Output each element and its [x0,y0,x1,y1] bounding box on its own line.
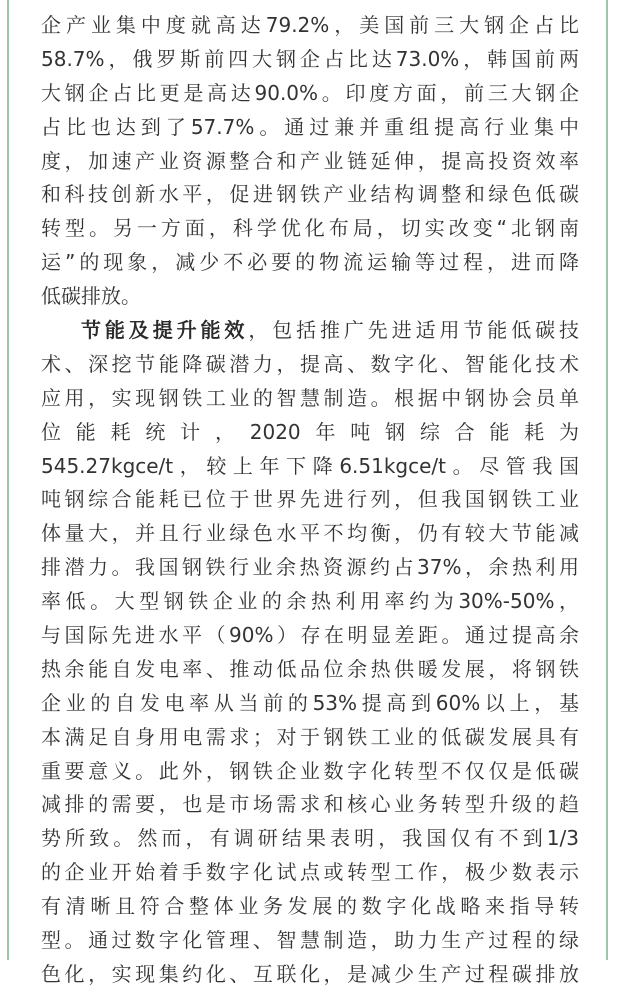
text-line: 应用，实现钢铁工业的智慧制造。根据中钢协会员单 [41,385,579,410]
text-line: 有清晰且符合整体业务发展的数字化战略来指导转 [41,894,579,919]
bold-heading: 节能及提升能效 [81,318,249,343]
right-border-line [606,0,608,960]
text-line: 度，加速产业资源整合和产业链延伸，提高投资效率 [41,148,579,173]
text-line: 排潜力。我国钢铁行业余热资源约占37%，余热利用 [41,555,579,580]
left-border-line [7,0,9,960]
text-line: 率低。大型钢铁企业的余热利用率约为30%-50%， [41,589,579,614]
article-body [41,9,579,992]
text-line: 热余能自发电率、推动低品位余热供暖发展，将钢铁 [41,656,579,681]
text-line: ，包括推广先进适用节能低碳技 [248,318,580,343]
text-line: 545.27kgce/t，较上年下降6.51kgce/t。尽管我国 [41,453,579,478]
text-line: 和科技创新水平，促进钢铁产业结构调整和绿色低碳 [41,182,579,207]
text-line: 本满足自身用电需求；对于钢铁工业的低碳发展具有 [41,724,579,749]
text-line: 势所致。然而，有调研结果表明，我国仅有不到1/3 [41,826,579,851]
text-line: 58.7%，俄罗斯前四大钢企占比达73.0%，韩国前两 [41,46,579,71]
text-line: 企产业集中度就高达79.2%，美国前三大钢企占比 [41,13,579,37]
text-line: 色化，实现集约化、互联化，是减少生产过程碳排放 [41,961,579,986]
text-line: 企业的自发电率从当前的53%提高到60%以上，基 [41,690,579,715]
text-line: 型。通过数字化管理、智慧制造，助力生产过程的绿 [41,928,579,953]
text-line: 转型。另一方面，科学优化布局，切实改变“北钢南 [41,216,579,241]
text-line: 运”的现象，减少不必要的物流运输等过程，进而降 [41,250,579,275]
text-line: 低碳排放。 [41,284,141,309]
text-line: 的企业开始着手数字化试点或转型工作，极少数表示 [41,860,579,885]
text-line: 位能耗统计，2020年吨钢综合能耗为 [41,419,579,444]
text-line: 体量大，并且行业绿色水平不均衡，仍有较大节能减 [41,521,579,546]
text-line: 占比也达到了57.7%。通过兼并重组提高行业集中 [41,114,579,139]
text-line: 术、深挖节能降碳潜力，提高、数字化、智能化技术 [41,351,579,376]
text-line: 与国际先进水平（90%）存在明显差距。通过提高余 [41,623,579,648]
text-line: 减排的需要，也是市场需求和核心业务转型升级的趋 [41,792,579,817]
text-line: 重要意义。此外，钢铁企业数字化转型不仅仅是低碳 [41,758,579,783]
text-line: 吨钢综合能耗已位于世界先进行列，但我国钢铁工业 [41,487,579,512]
text-line: 大钢企占比更是高达90.0%。印度方面，前三大钢企 [41,80,579,105]
paragraph-start-line [41,314,579,348]
